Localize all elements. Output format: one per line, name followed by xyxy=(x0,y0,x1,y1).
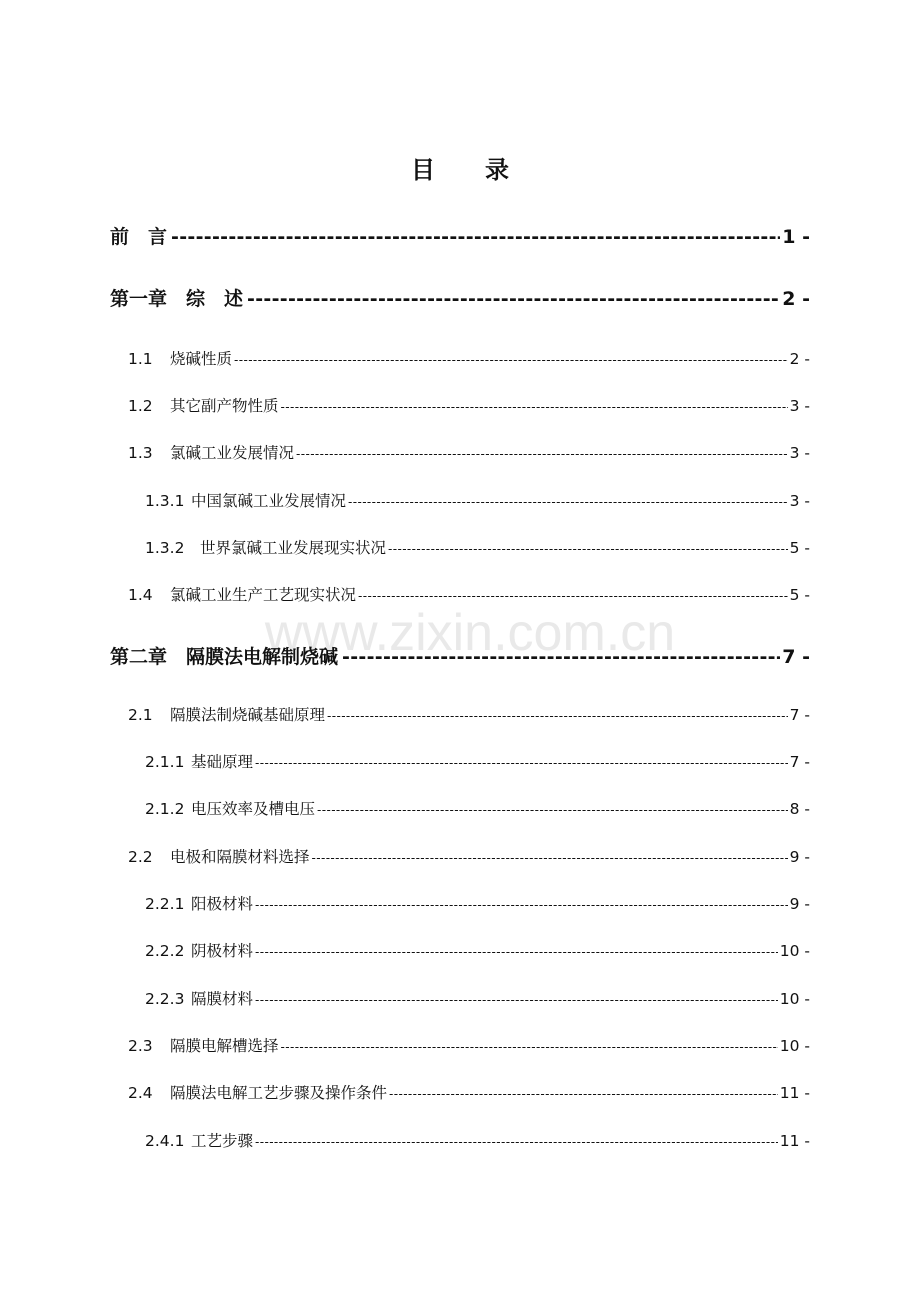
toc-leader xyxy=(247,288,780,310)
toc-entry-preface[interactable] xyxy=(110,222,810,249)
toc-entry-label: 电压效率及槽电压 xyxy=(191,800,316,818)
toc-entry-number: 1.4 xyxy=(128,586,153,604)
toc-title-right: 录 xyxy=(485,156,509,184)
toc-leader xyxy=(234,353,788,367)
toc-leader xyxy=(358,589,788,603)
toc-entry-2-2-2[interactable] xyxy=(145,939,810,961)
toc-entry-2-1-1[interactable] xyxy=(145,750,810,772)
toc-entry-number: 1.3 xyxy=(128,444,153,462)
toc-entry-page: 7 - xyxy=(789,753,810,771)
toc-entry-2-2[interactable] xyxy=(128,845,810,867)
toc-entry-label: 前 言 xyxy=(110,226,168,248)
toc-entry-label: 基础原理 xyxy=(191,753,254,771)
toc-entry-chapter-1[interactable] xyxy=(110,284,810,311)
toc-leader xyxy=(317,803,788,817)
toc-entry-label: 世界氯碱工业发展现实状况 xyxy=(200,539,387,557)
toc-entry-page: 1 - xyxy=(782,226,810,248)
toc-entry-page: 3 - xyxy=(789,492,810,510)
toc-entry-number: 2.4 xyxy=(128,1084,153,1102)
toc-leader xyxy=(281,400,788,414)
toc-entry-1-3-2[interactable] xyxy=(145,536,810,558)
toc-entry-1-3[interactable] xyxy=(128,441,810,463)
toc-entry-page: 7 - xyxy=(782,646,810,668)
toc-entry-2-1[interactable] xyxy=(128,703,810,725)
toc-leader xyxy=(312,851,788,865)
toc-entry-number: 2.2.2 xyxy=(145,942,185,960)
toc-leader xyxy=(255,993,778,1007)
toc-entry-2-1-2[interactable] xyxy=(145,797,810,819)
toc-entry-label: 阳极材料 xyxy=(191,895,254,913)
toc-leader xyxy=(255,1135,778,1149)
toc-entry-number: 2.3 xyxy=(128,1037,153,1055)
toc-leader xyxy=(171,226,780,248)
toc-entry-page: 3 - xyxy=(789,397,810,415)
toc-leader xyxy=(255,945,778,959)
toc-leader xyxy=(327,709,788,723)
toc-entry-label: 氯碱工业发展情况 xyxy=(170,444,295,462)
toc-entry-2-3[interactable] xyxy=(128,1034,810,1056)
toc-entry-chapter-2[interactable] xyxy=(110,642,810,669)
toc-entry-label: 第二章 隔膜法电解制烧碱 xyxy=(110,646,339,668)
toc-entry-label: 隔膜材料 xyxy=(191,990,254,1008)
toc-entry-number: 2.4.1 xyxy=(145,1132,185,1150)
toc-entry-2-4-1[interactable] xyxy=(145,1129,810,1151)
toc-entry-2-4[interactable] xyxy=(128,1081,810,1103)
toc-leader xyxy=(348,495,788,509)
toc-entry-label: 隔膜法电解工艺步骤及操作条件 xyxy=(170,1084,388,1102)
toc-entry-number: 2.1 xyxy=(128,706,153,724)
toc-entry-label: 电极和隔膜材料选择 xyxy=(170,848,310,866)
toc-title xyxy=(0,150,920,185)
toc-entry-number: 2.2 xyxy=(128,848,153,866)
toc-entry-number: 2.2.3 xyxy=(145,990,185,1008)
toc-entry-page: 2 - xyxy=(782,288,810,310)
toc-entry-1-1[interactable] xyxy=(128,347,810,369)
toc-entry-page: 9 - xyxy=(789,895,810,913)
toc-leader xyxy=(388,542,788,556)
toc-leader xyxy=(342,646,780,668)
toc-entry-label: 工艺步骤 xyxy=(191,1132,254,1150)
toc-entry-number: 1.3.1 xyxy=(145,492,185,510)
toc-entry-page: 10 - xyxy=(779,990,810,1008)
toc-entry-page: 7 - xyxy=(789,706,810,724)
toc-entry-number: 2.1.1 xyxy=(145,753,185,771)
toc-leader xyxy=(255,898,788,912)
toc-entry-page: 3 - xyxy=(789,444,810,462)
toc-entry-page: 10 - xyxy=(779,1037,810,1055)
toc-entry-page: 5 - xyxy=(789,539,810,557)
toc-entry-1-3-1[interactable] xyxy=(145,489,810,511)
toc-entry-number: 1.1 xyxy=(128,350,153,368)
toc-leader xyxy=(255,756,788,770)
toc-entry-page: 8 - xyxy=(789,800,810,818)
toc-leader xyxy=(281,1040,778,1054)
toc-entry-label: 阴极材料 xyxy=(191,942,254,960)
toc-entry-2-2-1[interactable] xyxy=(145,892,810,914)
toc-leader xyxy=(389,1087,778,1101)
toc-leader xyxy=(296,447,788,461)
toc-entry-label: 中国氯碱工业发展情况 xyxy=(191,492,347,510)
toc-entry-page: 5 - xyxy=(789,586,810,604)
toc-entry-label: 第一章 综 述 xyxy=(110,288,244,310)
toc-entry-label: 氯碱工业生产工艺现实状况 xyxy=(170,586,357,604)
toc-entry-label: 其它副产物性质 xyxy=(170,397,279,415)
toc-entry-label: 烧碱性质 xyxy=(170,350,233,368)
toc-entry-page: 11 - xyxy=(779,1084,810,1102)
watermark: www.zixin.com.cn xyxy=(264,604,676,662)
toc-entry-1-2[interactable] xyxy=(128,394,810,416)
toc-title-left: 目 xyxy=(411,156,435,184)
toc-entry-page: 10 - xyxy=(779,942,810,960)
toc-entry-number: 1.2 xyxy=(128,397,153,415)
toc-entry-page: 2 - xyxy=(789,350,810,368)
toc-entry-number: 1.3.2 xyxy=(145,539,185,557)
toc-entry-page: 11 - xyxy=(779,1132,810,1150)
toc-entry-number: 2.1.2 xyxy=(145,800,185,818)
toc-entry-label: 隔膜法制烧碱基础原理 xyxy=(170,706,326,724)
toc-entry-page: 9 - xyxy=(789,848,810,866)
toc-entry-label: 隔膜电解槽选择 xyxy=(170,1037,279,1055)
toc-entry-number: 2.2.1 xyxy=(145,895,185,913)
toc-entry-1-4[interactable] xyxy=(128,583,810,605)
toc-entry-2-2-3[interactable] xyxy=(145,987,810,1009)
